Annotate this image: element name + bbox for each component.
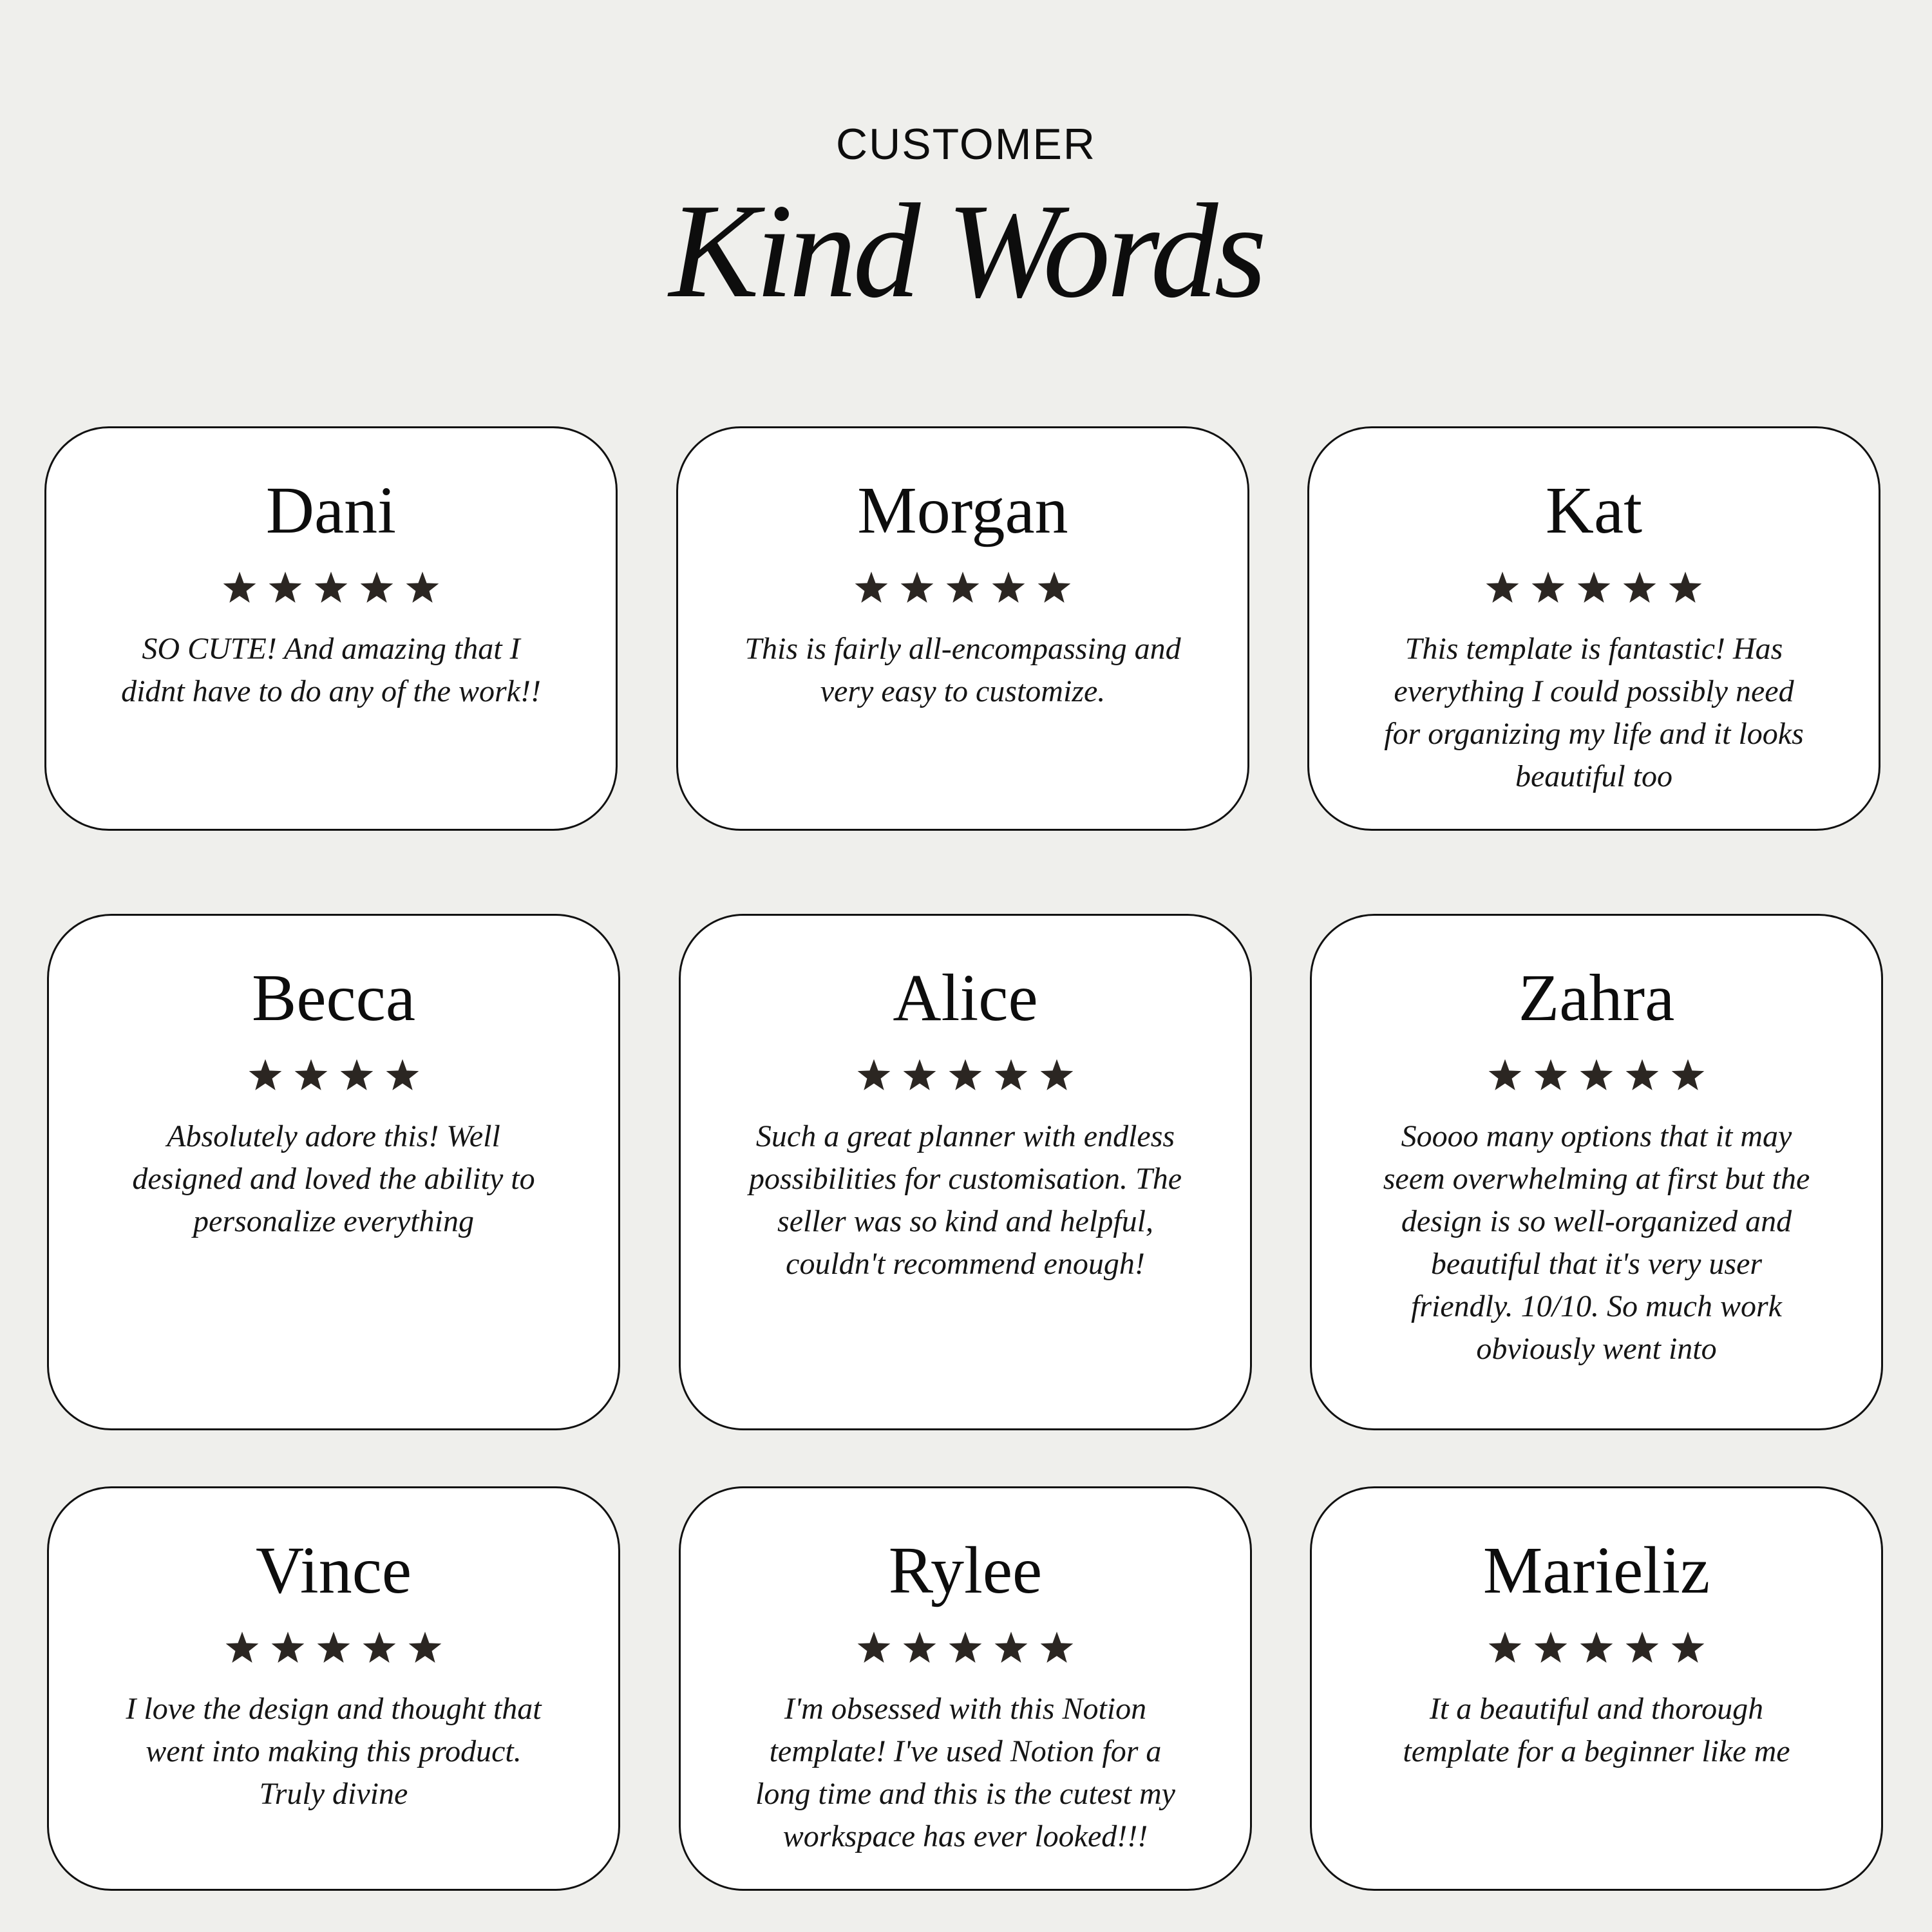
review-card <box>44 426 618 831</box>
star-rating <box>1312 1629 1881 1670</box>
reviewer-name: Alice <box>893 961 1038 1035</box>
star-rating <box>49 1056 618 1097</box>
reviewer-name: Morgan <box>857 473 1068 547</box>
reviewer-name: Marieliz <box>1482 1533 1710 1607</box>
star-rating <box>49 1629 618 1670</box>
star-icon <box>1669 1629 1707 1666</box>
star-icon <box>898 569 936 606</box>
star-icon <box>292 1056 330 1094</box>
review-text: It a beautiful and thorough template for a beginner like me <box>1403 1692 1790 1768</box>
page-title: Kind Words <box>668 176 1264 326</box>
star-icon <box>990 569 1027 606</box>
star-icon <box>901 1056 938 1094</box>
review-text: Soooo many options that it may seem overwhelming at first but the design is so well-organized and beautiful that it's very user friendly. 10/10. So much work obviously went into <box>1383 1119 1810 1366</box>
star-icon <box>1669 1056 1707 1094</box>
review-card <box>679 1486 1252 1891</box>
review-card <box>1307 426 1880 831</box>
star-icon <box>992 1629 1030 1666</box>
star-icon <box>992 1056 1030 1094</box>
star-icon <box>315 1629 352 1666</box>
star-icon <box>361 1629 398 1666</box>
star-icon <box>404 569 441 606</box>
star-icon <box>223 1629 261 1666</box>
star-icon <box>1038 1056 1075 1094</box>
eyebrow-label: CUSTOMER <box>836 120 1096 169</box>
star-icon <box>855 1056 893 1094</box>
review-text: I'm obsessed with this Notion template! I've used Notion for a long time and this is the cutest my workspace has ever looked!!! <box>755 1692 1175 1853</box>
star-icon <box>901 1629 938 1666</box>
star-icon <box>1621 569 1658 606</box>
star-icon <box>947 1056 984 1094</box>
star-icon <box>1036 569 1073 606</box>
star-icon <box>1624 1629 1661 1666</box>
star-icon <box>1038 1629 1075 1666</box>
star-rating <box>1312 1056 1881 1097</box>
review-text: I love the design and thought that went into making this product. Truly divine <box>126 1692 542 1811</box>
star-icon <box>312 569 350 606</box>
star-icon <box>338 1056 375 1094</box>
review-text: This is fairly all-encompassing and very easy to customize. <box>744 632 1181 708</box>
review-card <box>1310 914 1883 1430</box>
star-icon <box>1486 1629 1524 1666</box>
star-icon <box>1486 1056 1524 1094</box>
reviewer-name: Zahra <box>1518 961 1675 1035</box>
star-icon <box>1578 1056 1615 1094</box>
star-icon <box>267 569 304 606</box>
reviewer-name: Dani <box>265 473 397 547</box>
star-rating <box>1309 569 1879 610</box>
review-text: This template is fantastic! Has everything I could possibly need for organizing my life and it looks beautiful too <box>1384 632 1804 793</box>
star-icon <box>269 1629 307 1666</box>
star-icon <box>384 1056 421 1094</box>
star-icon <box>247 1056 284 1094</box>
review-text: Absolutely adore this! Well designed and loved the ability to personalize everything <box>132 1119 535 1238</box>
review-card <box>676 426 1249 831</box>
star-icon <box>944 569 981 606</box>
star-icon <box>947 1629 984 1666</box>
star-icon <box>221 569 258 606</box>
star-rating <box>681 1056 1250 1097</box>
review-card <box>47 1486 620 1891</box>
star-icon <box>1532 1629 1569 1666</box>
reviewer-name: Kat <box>1545 473 1643 547</box>
star-icon <box>853 569 890 606</box>
reviewer-name: Rylee <box>888 1533 1043 1607</box>
review-card <box>1310 1486 1883 1891</box>
star-icon <box>1575 569 1613 606</box>
star-icon <box>358 569 395 606</box>
star-icon <box>1578 1629 1615 1666</box>
star-rating <box>681 1629 1250 1670</box>
star-icon <box>1624 1056 1661 1094</box>
star-rating <box>678 569 1247 610</box>
reviewer-name: Vince <box>255 1533 412 1607</box>
reviewer-name: Becca <box>251 961 415 1035</box>
review-text: SO CUTE! And amazing that I didnt have to do any of the work!! <box>121 632 541 708</box>
review-card <box>47 914 620 1430</box>
review-card <box>679 914 1252 1430</box>
star-rating <box>46 569 616 610</box>
star-icon <box>406 1629 444 1666</box>
star-icon <box>1484 569 1521 606</box>
star-icon <box>1532 1056 1569 1094</box>
star-icon <box>1667 569 1704 606</box>
star-icon <box>1530 569 1567 606</box>
star-icon <box>855 1629 893 1666</box>
review-text: Such a great planner with endless possibilities for customisation. The seller was so kind and helpful, couldn't recommend enough! <box>748 1119 1182 1281</box>
